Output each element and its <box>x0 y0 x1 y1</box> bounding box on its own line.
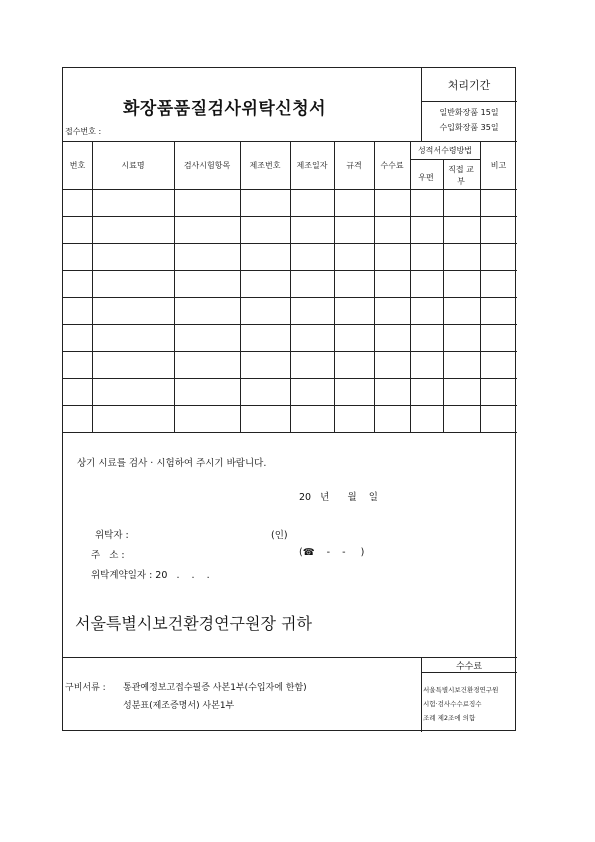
phone-field: (☎ - - ) <box>299 547 365 558</box>
fee-note-1: 서울특별시보건환경연구원 <box>423 686 499 694</box>
table-column-divider <box>480 141 481 432</box>
processing-general: 일반화장품 15일 <box>439 108 499 117</box>
attachment-2: 성분표(제조증명서) 사본1부 <box>123 701 235 711</box>
header-delivery: 성적서수령방법 <box>417 146 473 155</box>
receipt-number-label: 접수번호 : <box>65 127 102 136</box>
table-column-divider <box>334 141 335 432</box>
table-row <box>63 270 517 271</box>
addressee: 서울특별시보건환경연구원장 귀하 <box>75 614 312 633</box>
table-row <box>63 243 517 244</box>
table-row <box>63 351 517 352</box>
table-row <box>63 297 517 298</box>
header-spec: 규격 <box>346 161 362 170</box>
delivery-split <box>443 159 444 432</box>
table-row <box>63 405 517 406</box>
table-row <box>63 378 517 379</box>
fee-header: 수수료 <box>455 662 483 672</box>
application-form <box>62 67 516 731</box>
request-text: 상기 시료를 검사 · 시험하여 주시기 바랍니다. <box>77 458 267 469</box>
fee-note-2: 시험·검사수수료징수 <box>423 700 482 708</box>
table-column-divider <box>290 141 291 432</box>
header-sample: 시료명 <box>121 161 145 170</box>
table-column-divider <box>240 141 241 432</box>
table-column-divider <box>174 141 175 432</box>
contract-date-label: 위탁계약일자 : 20 . . . <box>91 570 210 581</box>
header-test-items: 검사시험항목 <box>183 161 231 170</box>
fee-note-3: 조례 제2조에 의함 <box>423 714 476 722</box>
form-title: 화장품품질검사위탁신청서 <box>123 99 327 119</box>
table-column-divider <box>92 141 93 432</box>
header-direct: 직접 교부 <box>448 165 474 186</box>
header-note: 비고 <box>490 161 507 170</box>
header-fee: 수수료 <box>380 161 404 170</box>
header-no: 번호 <box>69 161 86 170</box>
processing-period-header: 처리기간 <box>447 79 491 92</box>
header-mfg-date: 제조일자 <box>296 161 328 170</box>
table-column-divider <box>410 141 411 432</box>
table-row <box>63 432 517 433</box>
attachments-label: 구비서류 : <box>65 683 106 693</box>
date-line: 20 년 월 일 <box>299 492 378 503</box>
address-label: 주 소 : <box>91 550 125 561</box>
header-mfg-no: 제조번호 <box>249 161 281 170</box>
table-row <box>63 324 517 325</box>
table-row <box>63 216 517 217</box>
requester-label: 위탁자 : <box>95 530 129 541</box>
table-row <box>63 189 517 190</box>
processing-imported: 수입화장품 35일 <box>439 123 499 132</box>
table-column-divider <box>374 141 375 432</box>
attachment-1: 통관예정보고접수필증 사본1부(수입자에 한함) <box>123 683 307 693</box>
seal-mark: (인) <box>271 530 288 541</box>
header-mail: 우편 <box>418 173 434 182</box>
